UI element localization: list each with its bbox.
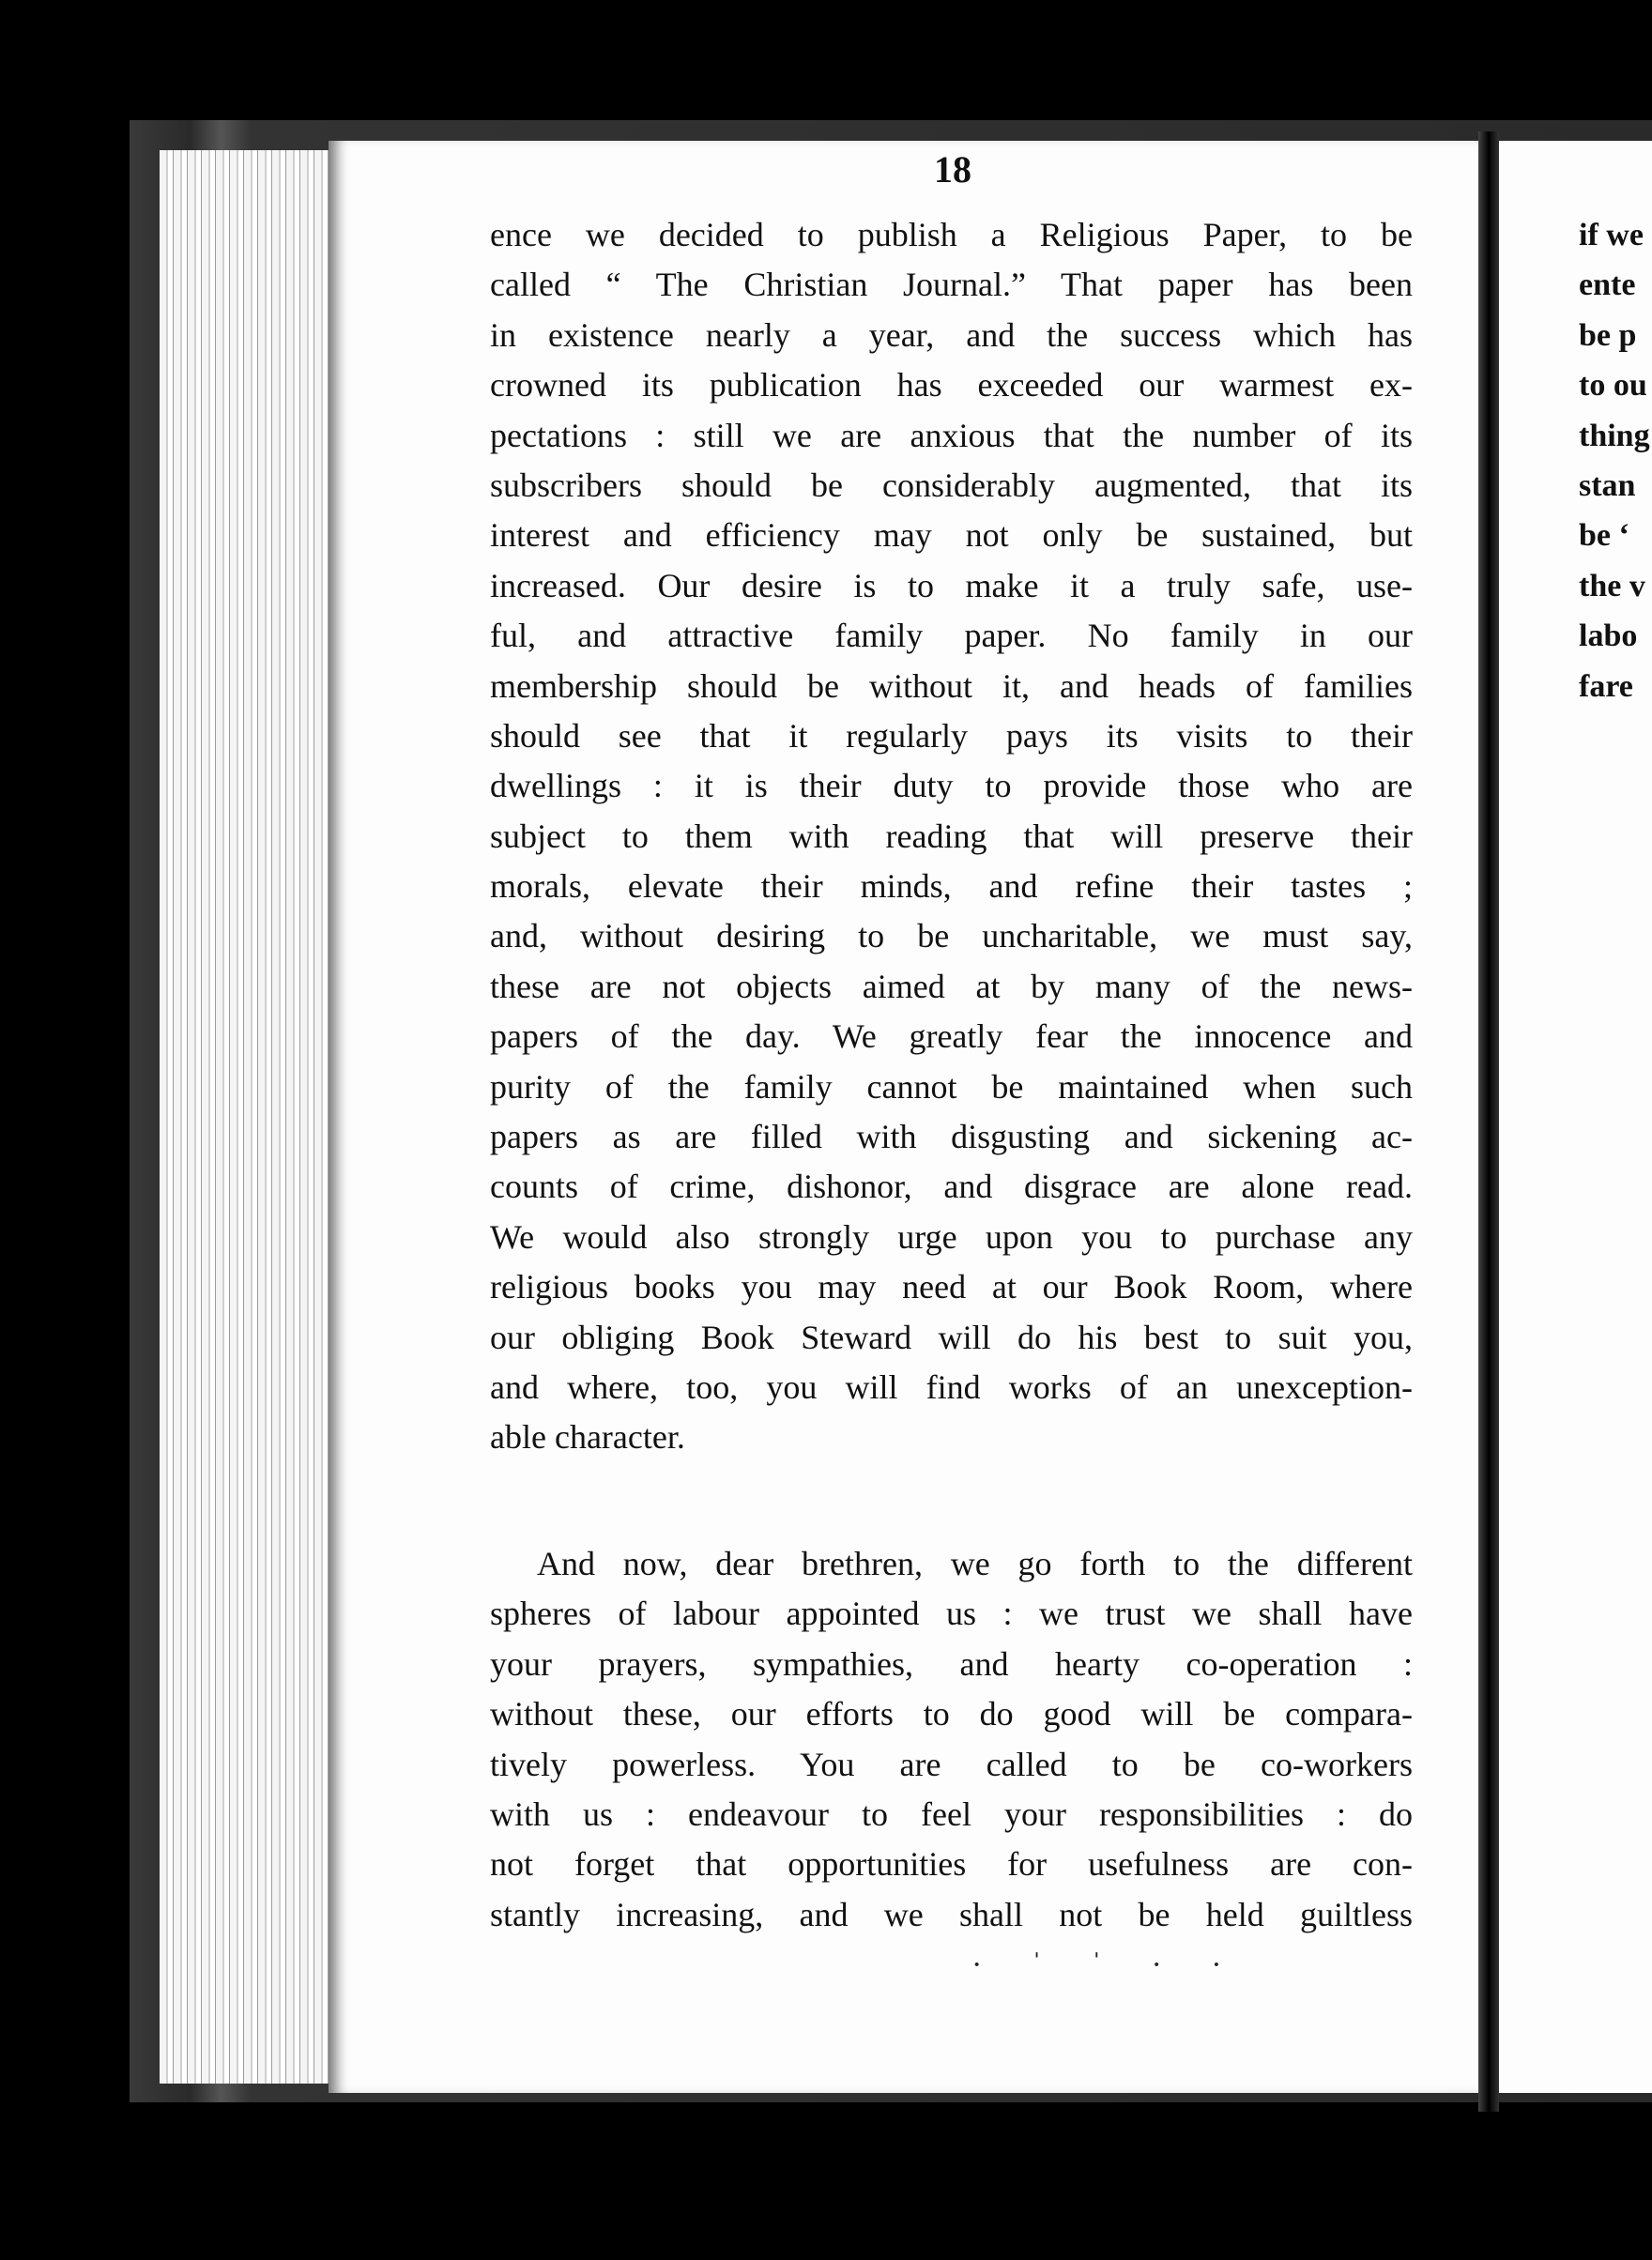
text-line: tively powerless. You are called to be co-workers [490, 1745, 1413, 1783]
text-line: your prayers, sympathies, and hearty co-operation : [490, 1644, 1413, 1683]
text-line: ence we decided to publish a Religious Paper, to be [490, 216, 1413, 253]
text-fragment: be ‘ [1579, 518, 1629, 554]
text-line: morals, elevate their minds, and refine their tastes ; [490, 867, 1413, 906]
paragraph-2 [490, 1539, 1413, 1940]
text-line: our obliging Book Steward will do his best to suit you, [490, 1318, 1413, 1356]
text-line: interest and efficiency may not only be sustained, but [490, 516, 1413, 555]
text-line: and where, too, you will find works of an unexception- [490, 1367, 1413, 1406]
text-line: spheres of labour appointed us : we trust we shall have [490, 1595, 1413, 1633]
text-line: membership should be without it, and heads of families [490, 666, 1413, 705]
text-line: papers of the day. We greatly fear the innocence and [490, 1017, 1413, 1056]
text-line: papers as are filled with disgusting and sickening ac- [490, 1118, 1413, 1156]
text-line: able character. [490, 1418, 685, 1457]
ink-smudges: · ˈ ˈ · · [971, 1947, 1243, 1982]
text-line: dwellings : it is their duty to provide those who are [490, 767, 1413, 805]
text-line: purity of the family cannot be maintained when such [490, 1067, 1413, 1106]
text-line: religious books you may need at our Book Room, where [490, 1268, 1413, 1306]
text-fragment: stan [1579, 467, 1636, 503]
text-line: without these, our efforts to do good will be compara- [490, 1695, 1413, 1733]
text-line: not forget that opportunities for usefulness are con- [490, 1845, 1413, 1884]
text-fragment: the v [1579, 568, 1645, 603]
text-fragment: if we [1579, 218, 1644, 252]
text-fragment: ente [1579, 267, 1636, 303]
text-line: called “ The Christian Journal.” That paper has been [490, 266, 1413, 304]
text-fragment: labo [1579, 618, 1638, 654]
text-fragment: to ou [1579, 368, 1647, 404]
text-line: pectations : still we are anxious that the number of its [490, 416, 1413, 454]
book-gutter [1478, 131, 1499, 2112]
text-fragment: thing [1579, 418, 1650, 453]
facing-page-text [1579, 210, 1652, 711]
text-line: subscribers should be considerably augmented, that its [490, 466, 1413, 504]
text-line: crowned its publication has exceeded our warmest ex- [490, 366, 1413, 405]
text-line: counts of crime, dishonor, and disgrace are alone read. [490, 1168, 1413, 1206]
text-line: And now, dear brethren, we go forth to the different [537, 1545, 1413, 1582]
text-line: subject to them with reading that will preserve their [490, 817, 1413, 855]
text-fragment: fare [1579, 668, 1633, 704]
text-line: stantly increasing, and we shall not be held guiltless [490, 1895, 1413, 1933]
paragraph-1 [490, 210, 1413, 1463]
text-fragment: be p [1579, 317, 1637, 353]
text-line: We would also strongly urge upon you to purchase any [490, 1217, 1413, 1256]
text-line: should see that it regularly pays its visits to their [490, 716, 1413, 755]
text-line: increased. Our desire is to make it a truly safe, use- [490, 566, 1413, 604]
text-line: and, without desiring to be uncharitable, we must say, [490, 917, 1413, 955]
page-number: 18 [934, 148, 971, 191]
text-line: these are not objects aimed at by many of the news- [490, 967, 1413, 1005]
text-line: ful, and attractive family paper. No family in our [490, 617, 1413, 655]
text-line: in existence nearly a year, and the success which has [490, 315, 1413, 354]
text-line: with us : endeavour to feel your responsibilities : do [490, 1794, 1413, 1833]
